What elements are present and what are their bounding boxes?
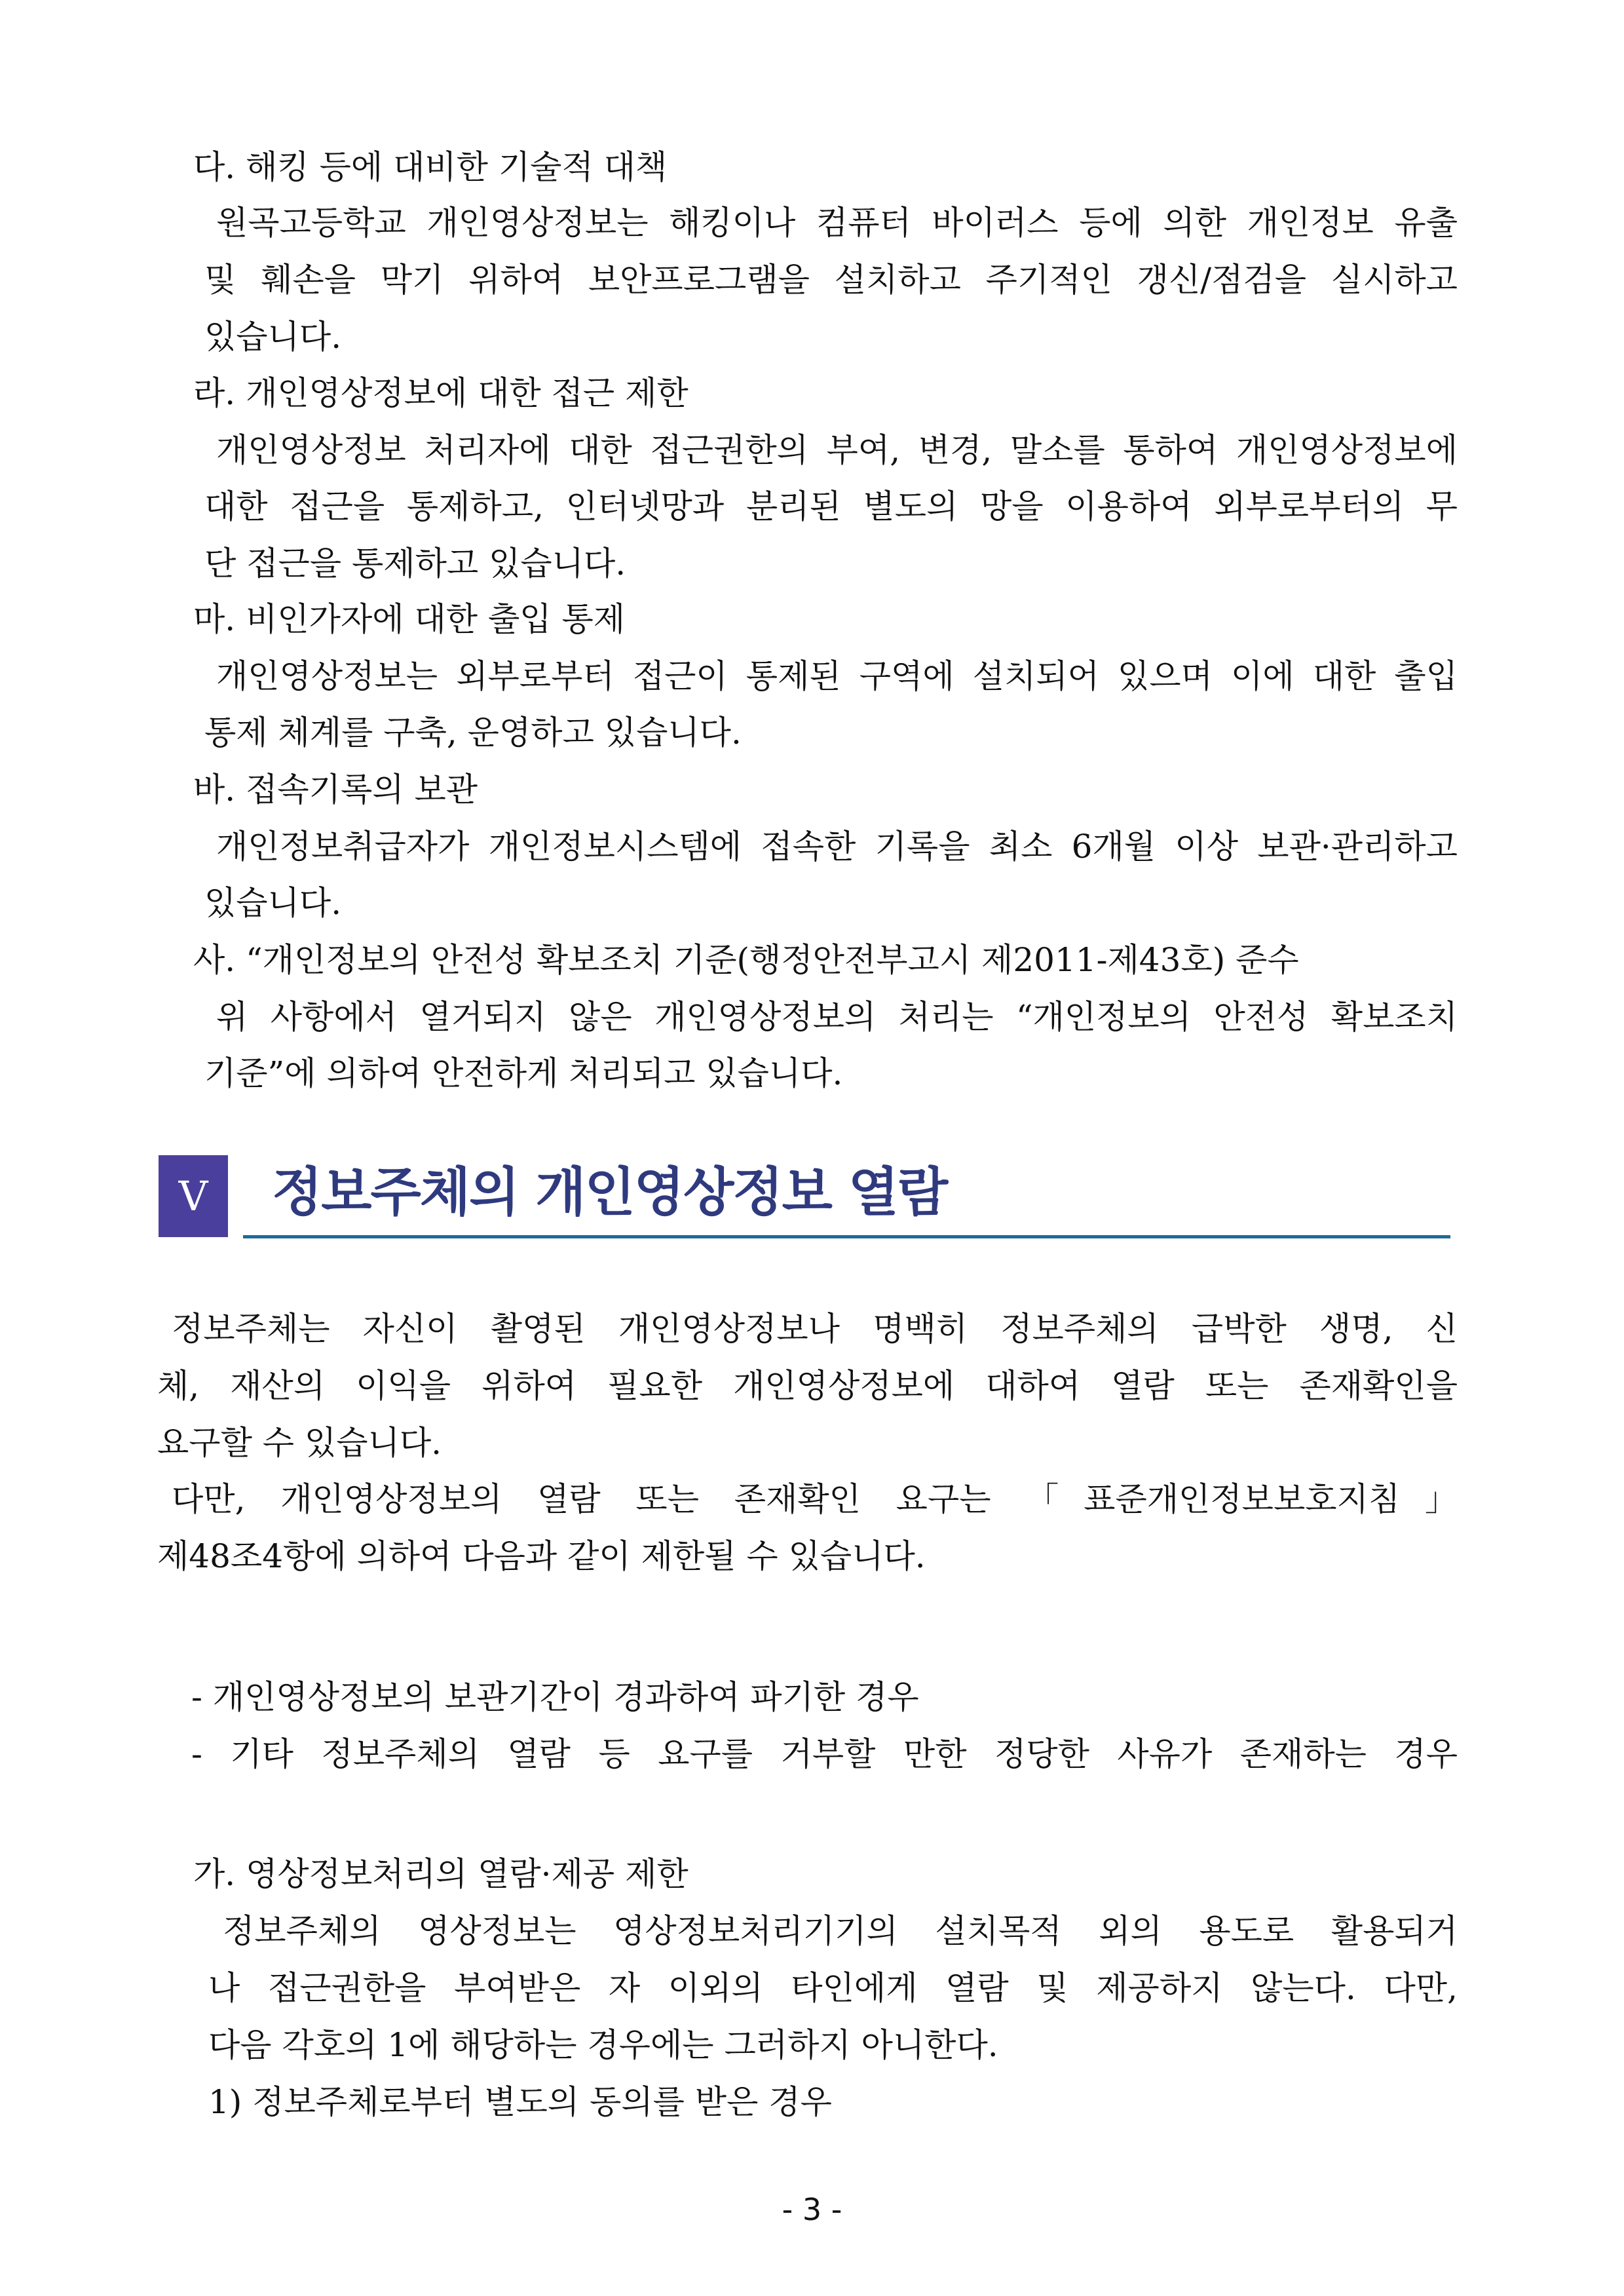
subsection-heading-ba: 바. 접속기록의 보관 bbox=[193, 771, 478, 809]
body-line: 개인정보취급자가 개인정보시스템에 접속한 기록을 최소 6개월 이상 보관·관리하고 bbox=[216, 828, 1458, 866]
body-line: 제48조4항에 의하여 다음과 같이 제한될 수 있습니다. bbox=[157, 1537, 926, 1575]
bullet-item: - 기타 정보주체의 열람 등 요구를 거부할 만한 정당한 사유가 존재하는 경우 bbox=[191, 1735, 1458, 1773]
body-line: 기준”에 의하여 안전하게 처리되고 있습니다. bbox=[204, 1054, 843, 1092]
body-line: 체, 재산의 이익을 위하여 필요한 개인영상정보에 대하여 열람 또는 존재확인을 bbox=[157, 1367, 1458, 1405]
body-line: 대한 접근을 통제하고, 인터넷망과 분리된 별도의 망을 이용하여 외부로부터의 무 bbox=[204, 488, 1458, 526]
subsection-heading-sa: 사. “개인정보의 안전성 확보조치 기준(행정안전부고시 제2011-제43호) 준수 bbox=[193, 941, 1299, 979]
body-line: 다만, 개인영상정보의 열람 또는 존재확인 요구는 「표준개인정보보호지침」 bbox=[172, 1480, 1458, 1518]
numbered-item: 1) 정보주체로부터 별도의 동의를 받은 경우 bbox=[208, 2083, 832, 2121]
body-line: 위 사항에서 열거되지 않은 개인영상정보의 처리는 “개인정보의 안전성 확보조치 bbox=[216, 998, 1458, 1036]
body-line: 다음 각호의 1에 해당하는 경우에는 그러하지 아니한다. bbox=[208, 2026, 998, 2064]
section-number: V bbox=[178, 1172, 208, 1220]
section-title: 정보주체의 개인영상정보 열람 bbox=[272, 1162, 947, 1223]
body-line: 정보주체의 영상정보는 영상정보처리기기의 설치목적 외의 용도로 활용되거 bbox=[223, 1912, 1458, 1950]
body-line: 있습니다. bbox=[204, 884, 342, 922]
section-underline bbox=[243, 1235, 1450, 1238]
subsection-heading-ra: 라. 개인영상정보에 대한 접근 제한 bbox=[193, 374, 689, 412]
bullet-item: - 개인영상정보의 보관기간이 경과하여 파기한 경우 bbox=[191, 1678, 919, 1716]
body-line: 단 접근을 통제하고 있습니다. bbox=[204, 545, 626, 583]
body-line: 및 훼손을 막기 위하여 보안프로그램을 설치하고 주기적인 갱신/점검을 실시하고 bbox=[204, 261, 1458, 299]
body-line: 요구할 수 있습니다. bbox=[157, 1424, 442, 1462]
body-line: 원곡고등학교 개인영상정보는 해킹이나 컴퓨터 바이러스 등에 의한 개인정보 유출 bbox=[216, 204, 1458, 242]
page-number: - 3 - bbox=[782, 2192, 842, 2227]
subsection-heading-ga: 가. 영상정보처리의 열람·제공 제한 bbox=[193, 1855, 689, 1893]
body-line: 개인영상정보는 외부로부터 접근이 통제된 구역에 설치되어 있으며 이에 대한 출입 bbox=[216, 657, 1458, 695]
body-line: 정보주체는 자신이 촬영된 개인영상정보나 명백히 정보주체의 급박한 생명, 신 bbox=[172, 1310, 1458, 1348]
body-line: 개인영상정보 처리자에 대한 접근권한의 부여, 변경, 말소를 통하여 개인영상정보에 bbox=[216, 431, 1458, 469]
subsection-heading-ma: 마. 비인가자에 대한 출입 통제 bbox=[193, 600, 626, 638]
body-line: 있습니다. bbox=[204, 318, 342, 356]
body-line: 나 접근권한을 부여받은 자 이외의 타인에게 열람 및 제공하지 않는다. 다만, bbox=[208, 1969, 1458, 2007]
section-number-box bbox=[159, 1155, 228, 1237]
subsection-heading-da: 다. 해킹 등에 대비한 기술적 대책 bbox=[193, 148, 668, 186]
body-line: 통제 체계를 구축, 운영하고 있습니다. bbox=[204, 714, 742, 752]
